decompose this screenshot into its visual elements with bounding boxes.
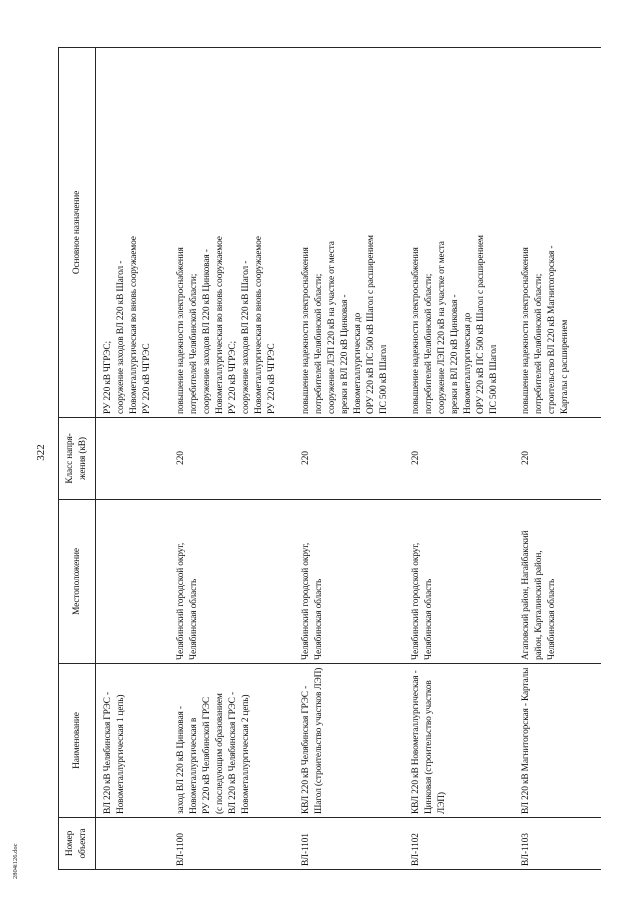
location-line: Челябинская область	[546, 578, 557, 660]
number-value: ВЛ-1102	[410, 833, 421, 866]
location-line: Челябинский городской округ,	[300, 542, 311, 660]
voltage-cell	[169, 418, 294, 500]
location-line: Челябинская область	[188, 578, 199, 660]
purpose-line: строительство ВЛ 220 кВ Магнитогорская -	[546, 245, 557, 414]
number-cell	[514, 818, 601, 870]
purpose-line: повышение надежности электроснабжения	[520, 247, 531, 414]
purpose-cell	[169, 48, 294, 418]
objects-table	[58, 47, 601, 870]
header-purpose-line: Основное назначение	[71, 190, 82, 275]
name-line: Новометаллургическая 2 цепь)	[240, 694, 251, 814]
voltage-value: 220	[300, 451, 311, 465]
purpose-line: сооружение ЛЭП 220 кВ на участке от места	[436, 241, 447, 414]
name-cell	[294, 664, 404, 818]
purpose-line: Новометаллургическая во вновь сооружаемое	[253, 236, 264, 414]
name-line: КВЛ 220 кВ Челябинская ГРЭС -	[300, 685, 311, 814]
location-cell	[169, 500, 294, 664]
voltage-value: 220	[520, 451, 531, 465]
header-voltage-line: Класс напря-	[65, 433, 75, 484]
voltage-cell	[404, 418, 514, 500]
name-line: Шагол (строительство участков ЛЭП)	[313, 667, 324, 814]
location-cell	[404, 500, 514, 664]
purpose-line: ПС 500 кВ Шагол	[378, 344, 389, 414]
purpose-line: ОРУ 220 кВ ПС 500 кВ Шагол с расширением	[365, 235, 376, 414]
purpose-line: повышение надежности электроснабжения	[175, 247, 186, 414]
name-line: заход ВЛ 220 кВ Цинковая -	[175, 706, 186, 814]
purpose-cell	[96, 48, 169, 418]
number-cell	[404, 818, 514, 870]
location-line: Челябинская область	[423, 578, 434, 660]
header-purpose	[59, 48, 96, 418]
name-line: ВЛ 220 кВ Магнитогорская - Карталы	[520, 667, 531, 814]
page-number: 322	[35, 444, 47, 461]
name-cell	[169, 664, 294, 818]
name-line: ВЛ 220 кВ Челябинская ГРЭС -	[103, 692, 113, 814]
purpose-line: сооружение ЛЭП 220 кВ на участке от места	[326, 241, 337, 414]
location-cell	[96, 500, 169, 664]
header-name-line: Наименование	[71, 712, 82, 769]
purpose-line: РУ 220 кВ ЧГРЭС;	[103, 341, 113, 414]
table-row	[96, 48, 169, 870]
number-cell	[169, 818, 294, 870]
purpose-cell	[514, 48, 601, 418]
header-location	[59, 500, 96, 664]
name-line: ЛЭП)	[436, 792, 447, 814]
number-value: ВЛ-1103	[520, 833, 531, 866]
name-line: РУ 220 кВ Челябинской ГРЭС	[201, 696, 212, 814]
purpose-line: сооружение заходов ВЛ 220 кВ Цинковая -	[201, 249, 212, 414]
table-row	[294, 48, 404, 870]
location-line: Агаповский район, Нагайбакский	[520, 530, 531, 660]
name-cell	[96, 664, 169, 818]
purpose-line: сооружение заходов ВЛ 220 кВ Шагол -	[240, 260, 251, 414]
location-line: район, Карталинский район,	[533, 550, 544, 660]
purpose-line: РУ 220 кВ ЧГРЭС	[142, 343, 152, 414]
number-value: ВЛ-1101	[300, 833, 311, 866]
location-cell	[514, 500, 601, 664]
name-line: КВЛ 220 кВ Новометаллургическая -	[410, 670, 421, 814]
name-line: Цинковая (строительство участков	[423, 680, 434, 814]
table-row	[404, 48, 514, 870]
purpose-line: врезки в ВЛ 220 кВ Цинковая -	[449, 294, 460, 414]
purpose-line: повышение надежности электроснабжения	[300, 247, 311, 414]
location-line: Челябинская область	[313, 578, 324, 660]
header-name	[59, 664, 96, 818]
location-cell	[294, 500, 404, 664]
header-number-line: Номер	[65, 830, 75, 857]
file-name-footer: 2804i126.doc	[12, 843, 19, 879]
purpose-line: ПС 500 кВ Шагол	[488, 344, 499, 414]
header-voltage	[59, 418, 96, 500]
purpose-line: потребителей Челябинской области;	[313, 273, 324, 414]
table-row	[169, 48, 294, 870]
purpose-line: Новометаллургическая во вновь сооружаемое	[214, 236, 225, 414]
voltage-cell	[514, 418, 601, 500]
purpose-line: врезки в ВЛ 220 кВ Цинковая -	[339, 294, 350, 414]
voltage-value: 220	[410, 451, 421, 465]
name-cell	[514, 664, 601, 818]
name-line: Новометаллургическая в	[188, 717, 199, 814]
purpose-line: Карталы с расширением	[559, 319, 570, 414]
purpose-line: повышение надежности электроснабжения	[410, 247, 421, 414]
name-cell	[404, 664, 514, 818]
voltage-value: 220	[175, 451, 186, 465]
purpose-line: потребителей Челябинской области;	[423, 273, 434, 414]
purpose-line: РУ 220 кВ ЧГРЭС;	[227, 341, 238, 414]
number-value: ВЛ-1100	[175, 833, 186, 866]
voltage-cell	[96, 418, 169, 500]
table-row	[514, 48, 601, 870]
purpose-line: Новометаллургическая до	[352, 313, 363, 414]
header-location-line: Местоположение	[71, 548, 82, 615]
voltage-cell	[294, 418, 404, 500]
location-line: Челябинский городской округ,	[410, 542, 421, 660]
header-number	[59, 818, 96, 870]
purpose-cell	[294, 48, 404, 418]
number-cell	[294, 818, 404, 870]
table-header	[59, 48, 96, 870]
name-line: (с последующим образованием	[214, 693, 225, 814]
name-line: ВЛ 220 кВ Челябинская ГРЭС -	[227, 692, 238, 814]
purpose-line: Новометаллургическая во вновь сооружаемое	[129, 236, 139, 414]
purpose-line: потребителей Челябинской области;	[188, 273, 199, 414]
purpose-line: сооружение заходов ВЛ 220 кВ Шагол -	[116, 260, 126, 414]
purpose-line: РУ 220 кВ ЧГРЭС	[266, 343, 277, 414]
name-line: Новометаллургическая 1 цепь)	[116, 694, 126, 814]
purpose-line: ОРУ 220 кВ ПС 500 кВ Шагол с расширением	[475, 235, 486, 414]
purpose-line: потребителей Челябинской области;	[533, 273, 544, 414]
table-body	[96, 48, 601, 870]
header-number-line: объекта	[78, 828, 88, 859]
purpose-cell	[404, 48, 514, 418]
purpose-line: Новометаллургическая до	[462, 313, 473, 414]
header-row	[59, 48, 96, 870]
location-line: Челябинский городской округ,	[175, 542, 186, 660]
header-voltage-line: жения (кВ)	[78, 437, 88, 480]
number-cell	[96, 818, 169, 870]
